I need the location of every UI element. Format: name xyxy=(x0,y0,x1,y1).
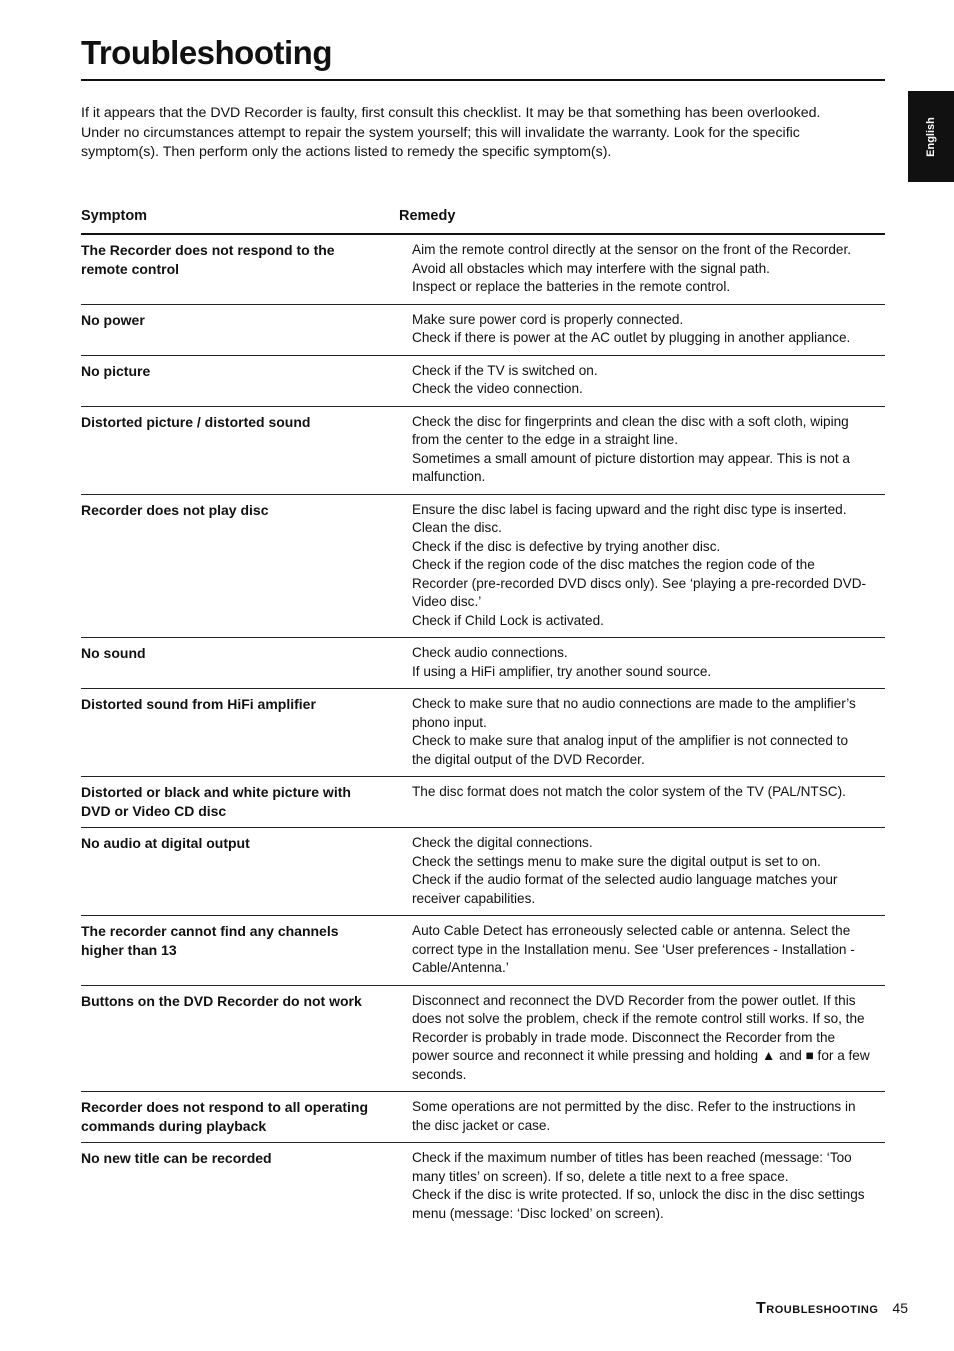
symptom-cell xyxy=(81,311,412,348)
symptom-line: No new title can be recorded xyxy=(81,1150,272,1166)
remedy-line: The disc format does not match the color system of the TV (PAL/NTSC). xyxy=(412,784,846,799)
remedy-cell xyxy=(412,501,885,631)
symptom-cell xyxy=(81,922,412,978)
remedy-cell xyxy=(412,644,885,681)
remedy-line: Ensure the disc label is facing upward and the right disc type is inserted. xyxy=(412,501,847,517)
symptom-cell xyxy=(81,1149,412,1223)
remedy-cell xyxy=(412,1149,885,1223)
remedy-line: Check to make sure that analog input of the amplifier is not connected to xyxy=(412,733,849,748)
symptom-line: Distorted sound from HiFi amplifier xyxy=(81,696,316,712)
symptom-line: Distorted or black and white picture with xyxy=(81,784,351,800)
remedy-line: Check if there is power at the AC outlet by plugging in another appliance. xyxy=(412,330,851,345)
symptom-line: Recorder does not respond to all operating xyxy=(81,1099,369,1115)
remedy-line: phono input. xyxy=(412,714,487,730)
table-row xyxy=(81,638,885,689)
remedy-cell xyxy=(412,1098,885,1135)
table-row xyxy=(81,407,885,495)
page-number: 45 xyxy=(892,1300,908,1316)
remedy-line: the digital output of the DVD Recorder. xyxy=(412,751,645,767)
title-divider xyxy=(81,79,885,81)
table-row xyxy=(81,235,885,305)
remedy-line: many titles’ on screen). If so, delete a title next to a free space. xyxy=(412,1168,789,1184)
remedy-cell xyxy=(412,834,885,908)
symptom-column-header: Symptom xyxy=(81,208,148,224)
remedy-line: Video disc.’ xyxy=(412,594,482,609)
intro-line: If it appears that the DVD Recorder is faulty, first consult this checklist. It may be that something has been overlooked. xyxy=(81,105,821,121)
remedy-line: receiver capabilities. xyxy=(412,890,536,906)
symptom-line: commands during playback xyxy=(81,1117,267,1134)
remedy-line: Aim the remote control directly at the sensor on the front of the Recorder. xyxy=(412,242,851,257)
remedy-cell xyxy=(412,992,885,1085)
remedy-line: Check if the disc is defective by trying another disc. xyxy=(412,538,721,554)
remedy-cell xyxy=(412,922,885,978)
symptom-line: higher than 13 xyxy=(81,941,177,958)
language-tab xyxy=(908,91,954,182)
symptom-cell xyxy=(81,501,412,631)
symptom-cell xyxy=(81,992,412,1085)
symptom-line: No sound xyxy=(81,645,146,661)
symptom-line: Recorder does not play disc xyxy=(81,501,269,518)
remedy-line: Check the digital connections. xyxy=(412,835,593,850)
remedy-line: menu (message: ‘Disc locked’ on screen). xyxy=(412,1205,664,1221)
symptom-line: remote control xyxy=(81,260,180,277)
remedy-cell xyxy=(412,241,885,297)
remedy-line: power source and reconnect it while pressing and holding ▲ and ■ for a few xyxy=(412,1048,870,1063)
remedy-line: Check if the maximum number of titles has been reached (message: ‘Too xyxy=(412,1150,852,1165)
remedy-line: Disconnect and reconnect the DVD Recorder from the power outlet. If this xyxy=(412,992,856,1008)
table-row xyxy=(81,777,885,828)
remedy-line: Check the video connection. xyxy=(412,381,583,396)
symptom-cell xyxy=(81,1098,412,1135)
remedy-line: Make sure power cord is properly connected. xyxy=(412,311,684,327)
remedy-line: Check the settings menu to make sure the digital output is set to on. xyxy=(412,853,821,869)
page-title: Troubleshooting xyxy=(81,34,332,71)
remedy-line: Check to make sure that no audio connections are made to the amplifier’s xyxy=(412,696,856,711)
remedy-line: from the center to the edge in a straight line. xyxy=(412,432,678,447)
remedy-line: Inspect or replace the batteries in the remote control. xyxy=(412,279,731,294)
symptom-cell xyxy=(81,834,412,908)
remedy-line: Check if the disc is write protected. If so, unlock the disc in the disc settings xyxy=(412,1187,865,1202)
remedy-cell xyxy=(412,413,885,487)
footer-section-title: Troubleshooting xyxy=(756,1300,879,1317)
symptom-line: The Recorder does not respond to the xyxy=(81,242,335,258)
intro-paragraph xyxy=(81,104,881,163)
intro-line: Under no circumstances attempt to repair the system yourself; this will invalidate the warranty. Look for the specific xyxy=(81,124,800,141)
symptom-line: Buttons on the DVD Recorder do not work xyxy=(81,992,362,1009)
remedy-line: Auto Cable Detect has erroneously selected cable or antenna. Select the xyxy=(412,923,851,938)
symptom-line: No power xyxy=(81,311,145,328)
table-row xyxy=(81,305,885,356)
intro-line: symptom(s). Then perform only the actions listed to remedy the specific symptom(s). xyxy=(81,144,612,161)
table-row xyxy=(81,689,885,777)
remedy-line: Check if the TV is switched on. xyxy=(412,362,598,378)
remedy-cell xyxy=(412,695,885,769)
symptom-line: No audio at digital output xyxy=(81,835,250,851)
remedy-line: seconds. xyxy=(412,1066,467,1082)
table-row xyxy=(81,356,885,407)
remedy-cell xyxy=(412,362,885,399)
table-row xyxy=(81,1092,885,1143)
symptom-cell xyxy=(81,241,412,297)
remedy-line: Recorder (pre-recorded DVD discs only). See ‘playing a pre-recorded DVD- xyxy=(412,575,867,591)
remedy-line: Check the disc for fingerprints and clean the disc with a soft cloth, wiping xyxy=(412,413,849,429)
table-row xyxy=(81,495,885,639)
symptom-cell xyxy=(81,695,412,769)
table-body xyxy=(81,235,885,1230)
symptom-line: DVD or Video CD disc xyxy=(81,802,227,819)
remedy-line: Check if the audio format of the selected audio language matches your xyxy=(412,872,838,887)
remedy-line: Clean the disc. xyxy=(412,520,502,535)
remedy-column-header: Remedy xyxy=(399,208,456,224)
table-header xyxy=(81,206,885,235)
remedy-line: malfunction. xyxy=(412,469,486,484)
remedy-line: does not solve the problem, check if the remote control still works. If so, the xyxy=(412,1011,865,1026)
symptom-line: The recorder cannot find any channels xyxy=(81,923,339,939)
remedy-line: Sometimes a small amount of picture distortion may appear. This is not a xyxy=(412,450,850,466)
remedy-line: Cable/Antenna.’ xyxy=(412,960,509,975)
language-tab-label: English xyxy=(924,116,937,157)
symptom-line: Distorted picture / distorted sound xyxy=(81,413,311,430)
table-row xyxy=(81,828,885,916)
remedy-line: Recorder is probably in trade mode. Disconnect the Recorder from the xyxy=(412,1029,836,1045)
table-row xyxy=(81,986,885,1093)
remedy-line: Check if Child Lock is activated. xyxy=(412,612,604,628)
remedy-line: Avoid all obstacles which may interfere with the signal path. xyxy=(412,260,770,276)
troubleshooting-table xyxy=(81,206,885,1230)
symptom-cell xyxy=(81,644,412,681)
remedy-line: Check if the region code of the disc matches the region code of the xyxy=(412,557,815,572)
symptom-cell xyxy=(81,783,412,820)
page-footer xyxy=(600,1300,908,1318)
symptom-cell xyxy=(81,413,412,487)
symptom-cell xyxy=(81,362,412,399)
remedy-line: Check audio connections. xyxy=(412,645,568,660)
table-row xyxy=(81,1143,885,1230)
symptom-line: No picture xyxy=(81,362,151,379)
remedy-cell xyxy=(412,783,885,820)
remedy-line: the disc jacket or case. xyxy=(412,1117,551,1133)
remedy-line: correct type in the Installation menu. See ‘User preferences - Installation - xyxy=(412,941,855,957)
remedy-line: If using a HiFi amplifier, try another sound source. xyxy=(412,663,712,679)
remedy-line: Some operations are not permitted by the disc. Refer to the instructions in xyxy=(412,1099,856,1114)
table-row xyxy=(81,916,885,986)
remedy-cell xyxy=(412,311,885,348)
